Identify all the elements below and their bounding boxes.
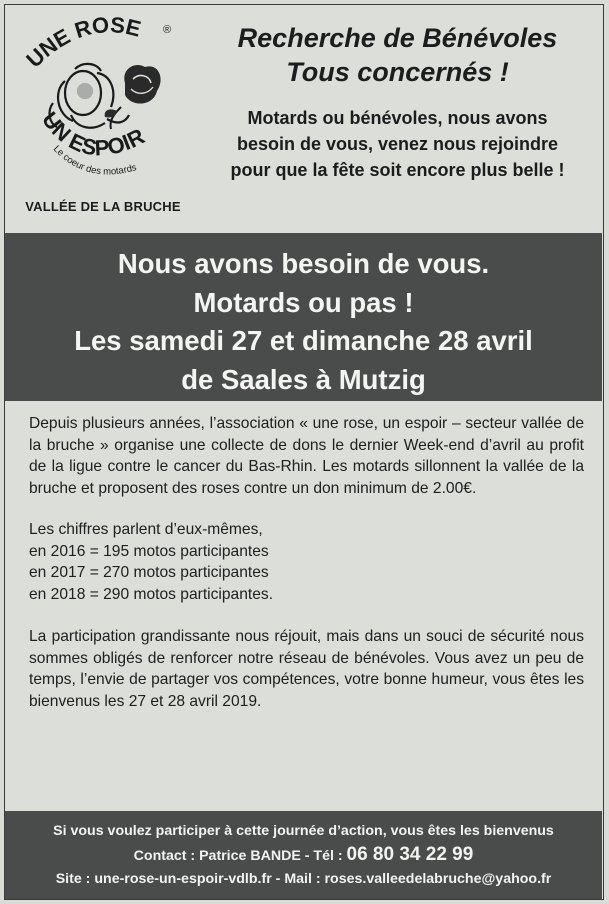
logo-bottom-text: UN ESPOIR [36,107,149,161]
logo-tagline: Le coeur des motards [50,143,138,178]
footer-invitation: Si vous voulez participer à cette journée d’action, vous êtes les bienvenus [53,823,554,839]
site-label: Site : [55,871,95,887]
subtitle-line2: besoin de vous, venez nous rejoindre [236,134,559,154]
header [5,5,602,229]
headline-line3: Les samedi 27 et dimanche 28 avril [74,325,533,356]
stats-intro: Les chiffres parlent d’eux-mêmes, [29,521,263,538]
registered-mark: ® [163,24,172,36]
contact-footer [5,811,602,899]
stats-block [29,519,584,605]
headline-line4: de Saales à Mutzig [181,363,426,395]
footer-contact [5,843,602,868]
footer-links [5,868,602,891]
logo-top-text: UNE ROSE [21,11,144,73]
page-title-line2: Tous concernés ! [286,57,509,87]
header-text [195,21,600,183]
body-text [29,413,584,732]
page-title-line1: Recherche de Bénévoles [237,23,558,53]
phone-number: 06 80 34 22 99 [346,844,474,865]
intro-paragraph: Depuis plusieurs années, l’association « une rose, un espoir – secteur vallée de la bruche » organise une collecte de dons le dernier Week-end d’avril au profit de la ligue contre le cancer du Bas-Rhin. Les motards sillonnent la vallée de la bruche et proposent des roses contre un don minimum de 2.00€. [29,415,584,497]
stats-item: en 2016 = 195 motos participantes [29,542,269,560]
header-subtitle [195,105,600,183]
email-link[interactable]: roses.valleedelabruche@yahoo.fr [324,871,552,887]
headline-band [5,233,602,401]
subtitle-line1: Motards ou bénévoles, nous avons [247,108,548,128]
association-logo [13,11,193,221]
mail-label: - Mail : [271,871,325,887]
headline-line2: Motards ou pas ! [193,286,414,318]
flyer [4,4,604,900]
stats-item: en 2017 = 270 motos participantes [29,564,269,581]
stats-item: en 2018 = 290 motos participantes. [29,585,274,603]
motorcyclist-with-rose-icon [13,11,193,201]
contact-label: Contact : Patrice BANDE - Tél : [133,848,347,864]
headline-line1: Nous avons besoin de vous. [117,248,490,279]
site-link[interactable]: une-rose-un-espoir-vdlb.fr [94,871,272,887]
logo-caption: VALLÉE DE LA BRUCHE [25,199,181,214]
call-paragraph: La participation grandissante nous réjouit, mais dans un souci de sécurité nous sommes obligés de renforcer notre réseau de bénévoles. Vous avez un peu de temps, l’envie de partager vos compétences, votre bonne humeur, vous êtes les bienvenus les 27 et 28 avril 2019. [29,628,584,710]
subtitle-line3: pour que la fête soit encore plus belle ! [230,160,565,180]
